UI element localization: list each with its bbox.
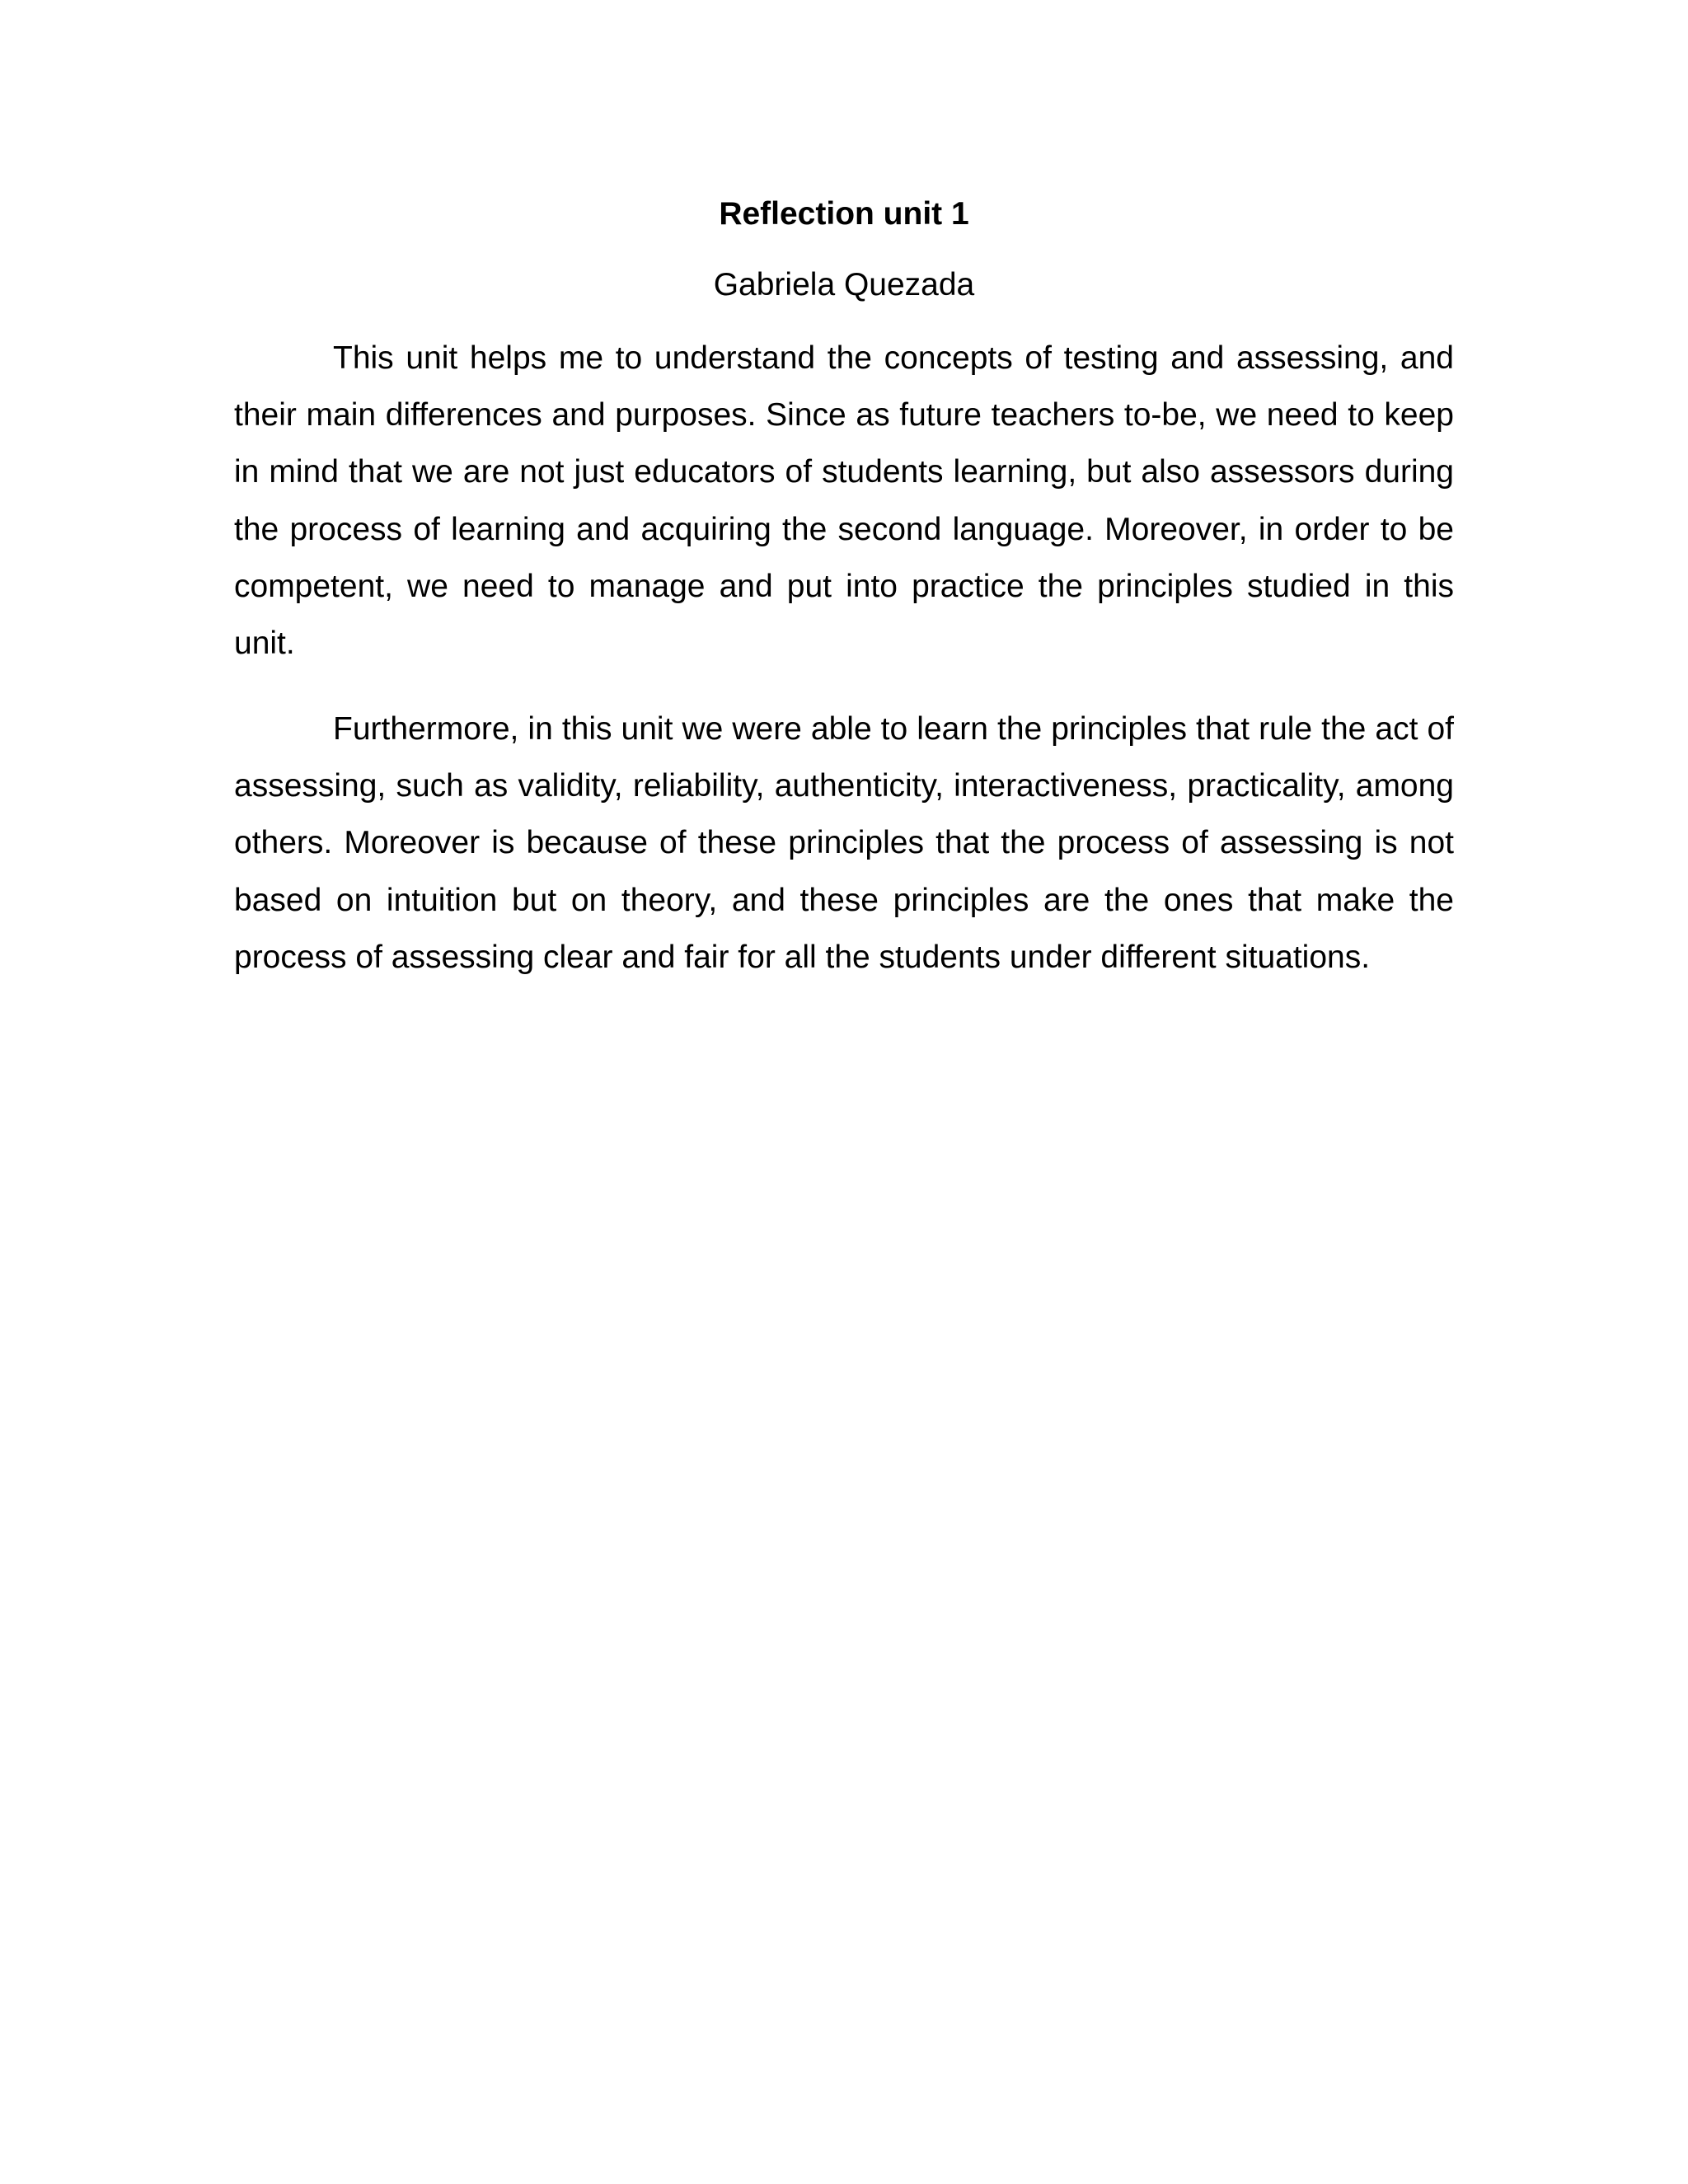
body-paragraph-2: Furthermore, in this unit we were able to learn the principles that rule the act of assessing, such as validity, reliability, authenticity, interactiveness, practicality, among others. Moreover is because of these principles that the process of assessing is not based on intuition but on theory, and these principles are the ones that make the process of assessing clear and fair for all the students under different situations. [234, 711, 1454, 975]
document-title: Reflection unit 1 [719, 196, 969, 232]
body-paragraph-1: This unit helps me to understand the concepts of testing and assessing, and their main differences and purposes. Since as future teachers to-be, we need to keep in mind that we are not just educators of students learning, but also assessors during the process of learning and acquiring the second language. Moreover, in order to be competent, we need to manage and put into practice the principles studied in this unit. [234, 340, 1454, 662]
author-name: Gabriela Quezada [713, 267, 975, 302]
